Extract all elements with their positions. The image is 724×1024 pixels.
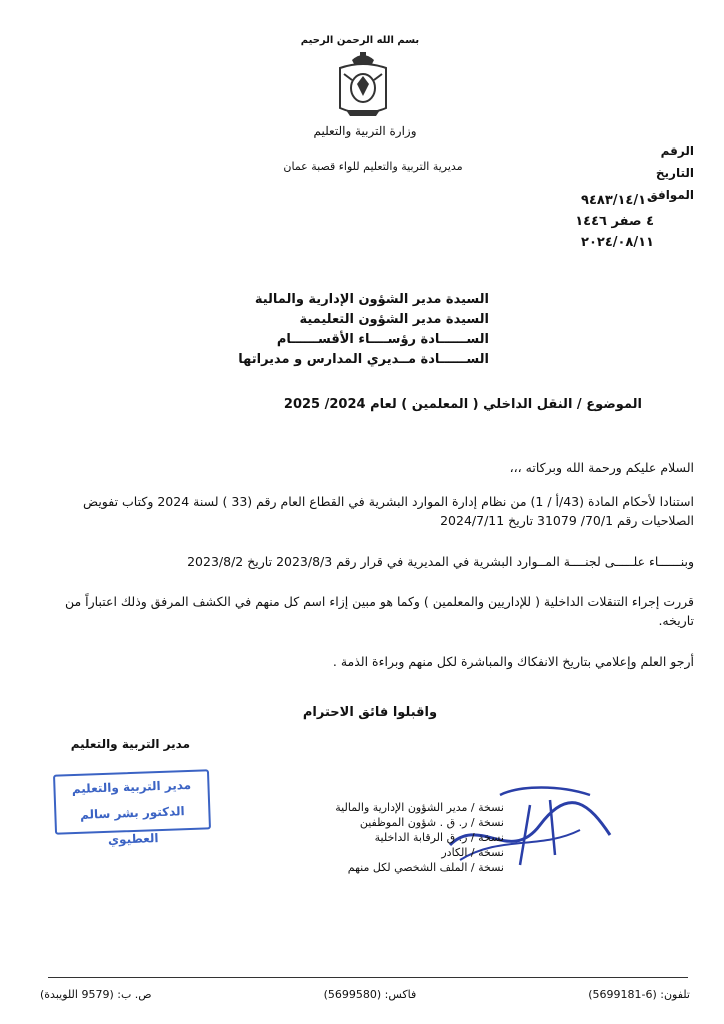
official-stamp [53, 769, 211, 847]
recipient-line: السيدة مدير الشؤون التعليمية [299, 312, 489, 327]
hijri-date: ٤ صفر ١٤٤٦ [575, 214, 654, 229]
body-paragraph-3: قررت إجراء التنقلات الداخلية ( للإداريين والمعلمين ) وكما هو مبين إزاء اسم كل منهم في الكشف المرفق وذلك اعتباراً من تاريخه. [64, 594, 694, 628]
reference-values [494, 190, 654, 253]
body-paragraph-1: استنادا لأحكام المادة (43/أ / 1) من نظام إدارة الموارد البشرية في القطاع العام رقم (33 ) لسنة 2024 وكتاب تفويض الصلاحيات رقم 70/1/ 31079 تاريخ 2024/7/11 [83, 494, 694, 528]
recipient-line: السيدة مدير الشؤون الإدارية والمالية [254, 292, 489, 307]
date-label: التاريخ [655, 166, 694, 180]
copy-line: نسخة / مدير الشؤون الإدارية والمالية [335, 801, 504, 814]
subject-line: الموضوع / النقل الداخلي ( المعلمين ) لعام 2024/ 2025 [283, 397, 642, 412]
ref-value: ٩٤٨٣/١٤/١٠ [581, 193, 654, 208]
recipients-block [229, 290, 489, 370]
closing-line: واقبلوا فائق الاحترام [302, 705, 438, 720]
footer-fax: فاكس: (5699580) [323, 988, 417, 1001]
footer-contact [40, 988, 690, 1001]
copy-line: نسخة / ر. ق . شؤون الموظفين [359, 816, 504, 829]
copy-line: نسخة / ر. ق الرقابة الداخلية [374, 831, 504, 844]
recipient-line: الســــــادة رؤســــاء الأقســــــام [276, 332, 489, 347]
corresponding-label: الموافق [647, 188, 694, 202]
director-title: مدير التربية والتعليم [70, 737, 190, 751]
gregorian-date: ٢٠٢٤/٠٨/١١ [581, 235, 654, 250]
footer-pobox: ص. ب: (9579 اللويبدة) [40, 988, 152, 1001]
coat-of-arms-icon [334, 50, 392, 120]
copies-list [284, 800, 504, 875]
footer-divider [48, 977, 688, 978]
basmala: بسم الله الرحمن الرحيم [300, 35, 420, 46]
stamp-line-1: مدير التربية والتعليم [71, 777, 192, 797]
footer-phone: تلفون: (6-5699181) [588, 988, 690, 1001]
recipient-line: الســــــادة مــديري المدارس و مديراتها [238, 352, 489, 367]
copy-line: نسخة / الملف الشخصي لكل منهم [347, 861, 504, 874]
greeting: السلام عليكم ورحمة الله وبركاته ،،، [509, 460, 694, 475]
copy-line: نسخة / الكادر [441, 846, 504, 859]
body-paragraph-4: أرجو العلم وإعلامي بتاريخ الانفكاك والمباشرة لكل منهم وبراءة الذمة . [332, 654, 694, 669]
directorate-name: مديرية التربية والتعليم للواء قصبة عمان [283, 160, 463, 173]
ministry-name: وزارة التربية والتعليم [313, 124, 417, 138]
ref-label: الرقم [660, 144, 694, 158]
stamp-line-2: الدكتور بشر سالم العطيوي [79, 804, 185, 847]
body-paragraph-2: وبنــــــاء علـــــى لجنــــة المــوارد البشرية في المديرية في قرار رقم 2023/8/3 تاريخ 2023/8/2 [187, 554, 694, 569]
